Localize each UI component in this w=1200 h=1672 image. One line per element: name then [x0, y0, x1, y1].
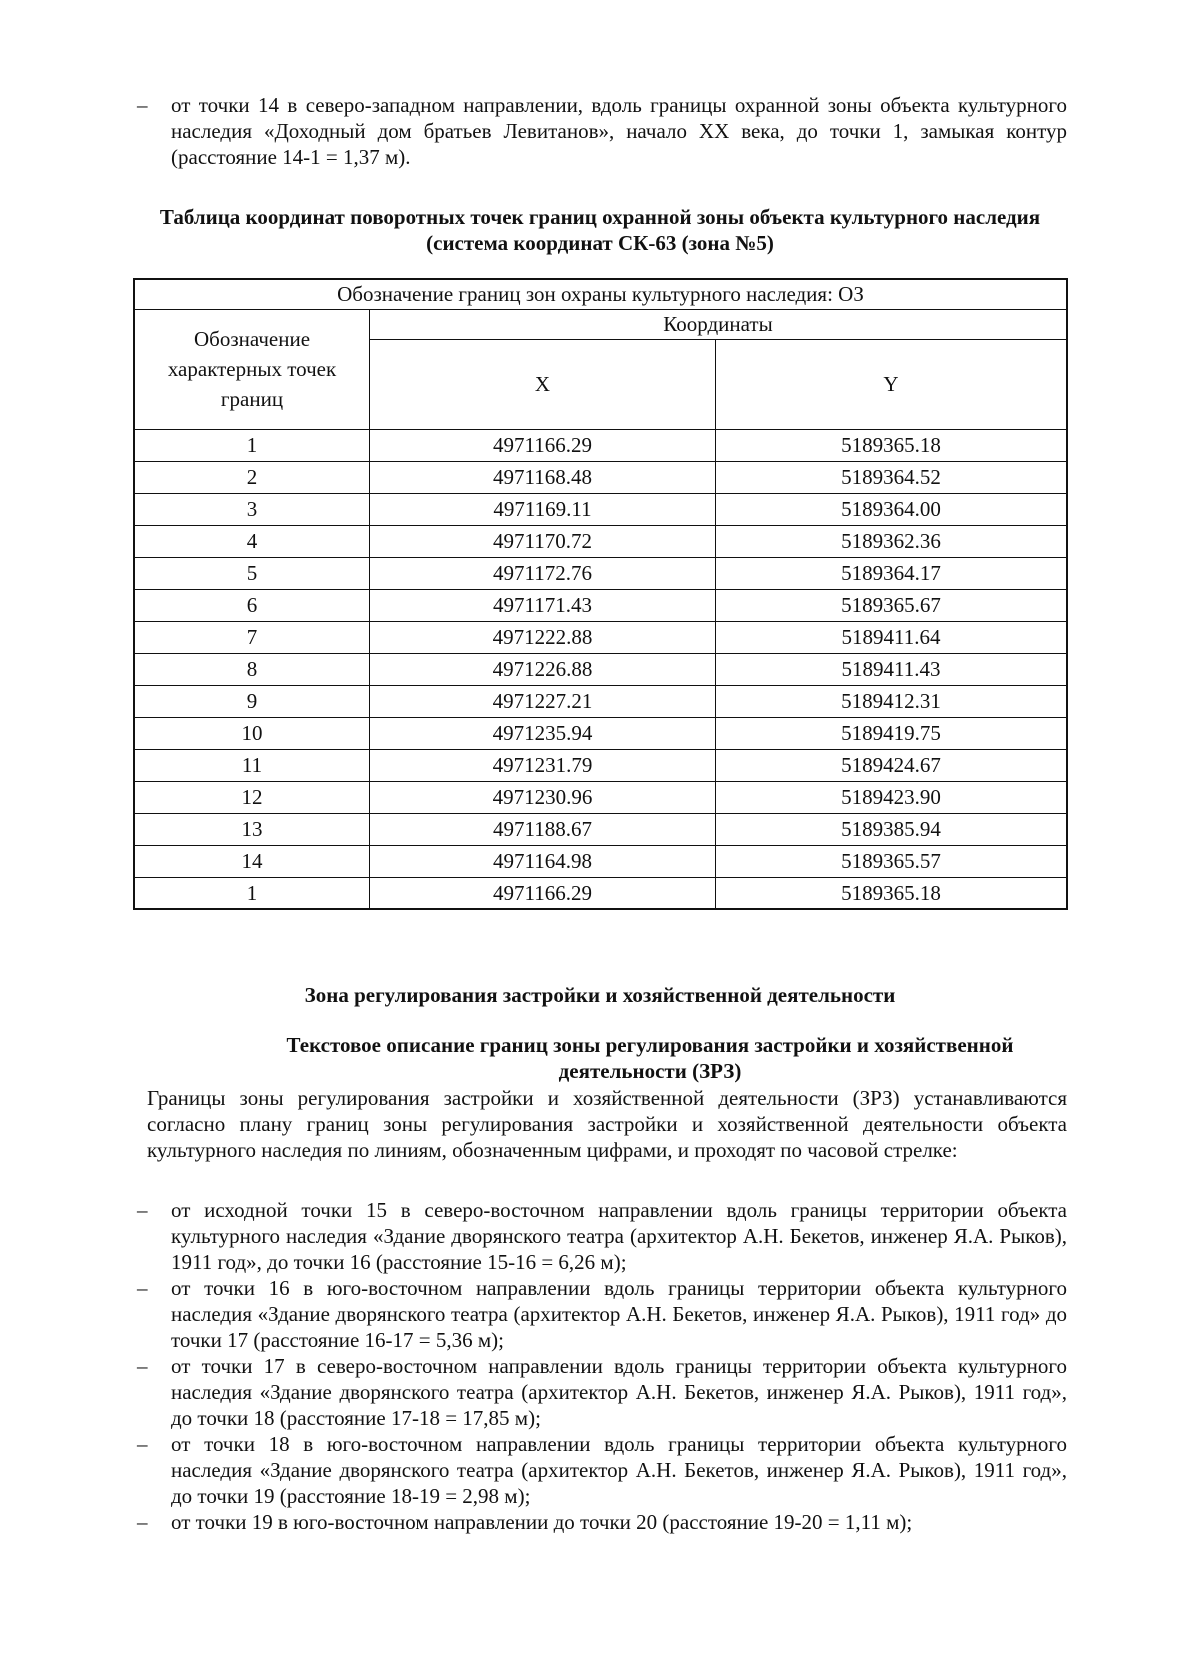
- point-number-cell: 14: [134, 845, 370, 877]
- bullet-text: от исходной точки 15 в северо-восточном направлении вдоль границы территории объекта культурного наследия «Здание дворянского театра (архитектор А.Н. Бекетов, инженер Я.А. Рыков), 1911 год», до точки 16 (расстояние 15-16 = 6,26 м);: [171, 1198, 1067, 1274]
- table-row: [134, 493, 1067, 525]
- point-number-cell: 9: [134, 685, 370, 717]
- y-coordinate-cell: 5189412.31: [716, 685, 1068, 717]
- y-coordinate-cell: 5189365.18: [716, 429, 1068, 461]
- table-caption-cell: Обозначение границ зон охраны культурного наследия: ОЗ: [134, 279, 1067, 309]
- point-number-cell: 5: [134, 557, 370, 589]
- list-item: [137, 1197, 1067, 1275]
- header-x-cell: X: [370, 339, 716, 429]
- bullet-dash: –: [137, 1432, 148, 1456]
- x-coordinate-cell: 4971164.98: [370, 845, 716, 877]
- x-coordinate-cell: 4971188.67: [370, 813, 716, 845]
- x-coordinate-cell: 4971235.94: [370, 717, 716, 749]
- y-coordinate-cell: 5189365.18: [716, 877, 1068, 909]
- x-coordinate-cell: 4971169.11: [370, 493, 716, 525]
- point-number-cell: 1: [134, 429, 370, 461]
- y-coordinate-cell: 5189364.00: [716, 493, 1068, 525]
- x-coordinate-cell: 4971227.21: [370, 685, 716, 717]
- point-number-cell: 13: [134, 813, 370, 845]
- point-number-cell: 6: [134, 589, 370, 621]
- point-number-cell: 10: [134, 717, 370, 749]
- bullet-text: от точки 17 в северо-восточном направлении вдоль границы территории объекта культурного наследия «Здание дворянского театра (архитектор А.Н. Бекетов, инженер Я.А. Рыков), 1911 год», до точки 18 (расстояние 17-18 = 17,85 м);: [171, 1354, 1067, 1430]
- table-row: [134, 525, 1067, 557]
- bullet-dash: –: [137, 93, 148, 117]
- bullet-text: от точки 18 в юго-восточном направлении вдоль границы территории объекта культурного наследия «Здание дворянского театра (архитектор А.Н. Бекетов, инженер Я.А. Рыков), 1911 год», до точки 19 (расстояние 18-19 = 2,98 м);: [171, 1432, 1067, 1508]
- header-coords-cell: Координаты: [370, 309, 1068, 339]
- x-coordinate-cell: 4971171.43: [370, 589, 716, 621]
- y-coordinate-cell: 5189365.57: [716, 845, 1068, 877]
- point-number-cell: 11: [134, 749, 370, 781]
- list-item: [137, 1509, 1067, 1535]
- intro-bullet: [137, 92, 1067, 170]
- y-coordinate-cell: 5189364.52: [716, 461, 1068, 493]
- y-coordinate-cell: 5189364.17: [716, 557, 1068, 589]
- point-number-cell: 12: [134, 781, 370, 813]
- x-coordinate-cell: 4971230.96: [370, 781, 716, 813]
- x-coordinate-cell: 4971168.48: [370, 461, 716, 493]
- table-row: [134, 429, 1067, 461]
- y-coordinate-cell: 5189424.67: [716, 749, 1068, 781]
- header-y-cell: Y: [716, 339, 1068, 429]
- x-coordinate-cell: 4971166.29: [370, 877, 716, 909]
- x-coordinate-cell: 4971231.79: [370, 749, 716, 781]
- x-coordinate-cell: 4971170.72: [370, 525, 716, 557]
- description-heading: Текстовое описание границ зоны регулирования застройки и хозяйственной деятельности (ЗРЗ): [286, 1033, 1014, 1083]
- y-coordinate-cell: 5189423.90: [716, 781, 1068, 813]
- bullet-text: от точки 16 в юго-восточном направлении вдоль границы территории объекта культурного наследия «Здание дворянского театра (архитектор А.Н. Бекетов, инженер Я.А. Рыков), 1911 год» до точки 17 (расстояние 16-17 = 5,36 м);: [171, 1276, 1067, 1352]
- list-item: [137, 1353, 1067, 1431]
- y-coordinate-cell: 5189365.67: [716, 589, 1068, 621]
- bullet-dash: –: [137, 1276, 148, 1300]
- point-number-cell: 8: [134, 653, 370, 685]
- list-item: [137, 1275, 1067, 1353]
- bullet-text: от точки 14 в северо-западном направлении, вдоль границы охранной зоны объекта культурного наследия «Доходный дом братьев Левитанов», начало XX века, до точки 1, замыкая контур (расстояние 14-1 = 1,37 м).: [171, 93, 1067, 169]
- table-title: Таблица координат поворотных точек границ охранной зоны объекта культурного наследия (система координат СК-63 (зона №5): [159, 205, 1041, 255]
- table-row: [134, 461, 1067, 493]
- table-row: [134, 621, 1067, 653]
- y-coordinate-cell: 5189411.43: [716, 653, 1068, 685]
- table-row: [134, 845, 1067, 877]
- x-coordinate-cell: 4971226.88: [370, 653, 716, 685]
- bullet-dash: –: [137, 1510, 148, 1534]
- zone-heading: Зона регулирования застройки и хозяйственной деятельности: [304, 983, 896, 1007]
- x-coordinate-cell: 4971172.76: [370, 557, 716, 589]
- table-row: [134, 813, 1067, 845]
- description-paragraph: Границы зоны регулирования застройки и хозяйственной деятельности (ЗРЗ) устанавливаются согласно плану границ зоны регулирования застройки и хозяйственной деятельности объекта культурного наследия по линиям, обозначенным цифрами, и проходят по часовой стрелке:: [147, 1086, 1067, 1162]
- y-coordinate-cell: 5189411.64: [716, 621, 1068, 653]
- table-row: [134, 685, 1067, 717]
- bullet-text: от точки 19 в юго-восточном направлении до точки 20 (расстояние 19-20 = 1,11 м);: [171, 1510, 913, 1534]
- point-number-cell: 7: [134, 621, 370, 653]
- header-points-cell: Обозначение характерных точек границ: [134, 309, 370, 429]
- point-number-cell: 4: [134, 525, 370, 557]
- y-coordinate-cell: 5189385.94: [716, 813, 1068, 845]
- table-row: [134, 877, 1067, 909]
- x-coordinate-cell: 4971222.88: [370, 621, 716, 653]
- table-row: [134, 781, 1067, 813]
- table-row: [134, 749, 1067, 781]
- table-row: [134, 589, 1067, 621]
- point-number-cell: 3: [134, 493, 370, 525]
- point-number-cell: 1: [134, 877, 370, 909]
- bullet-dash: –: [137, 1354, 148, 1378]
- y-coordinate-cell: 5189362.36: [716, 525, 1068, 557]
- table-row: [134, 653, 1067, 685]
- coordinates-table: [133, 278, 1068, 910]
- point-number-cell: 2: [134, 461, 370, 493]
- x-coordinate-cell: 4971166.29: [370, 429, 716, 461]
- table-row: [134, 717, 1067, 749]
- bullet-dash: –: [137, 1198, 148, 1222]
- table-row: [134, 557, 1067, 589]
- list-item: [137, 1431, 1067, 1509]
- y-coordinate-cell: 5189419.75: [716, 717, 1068, 749]
